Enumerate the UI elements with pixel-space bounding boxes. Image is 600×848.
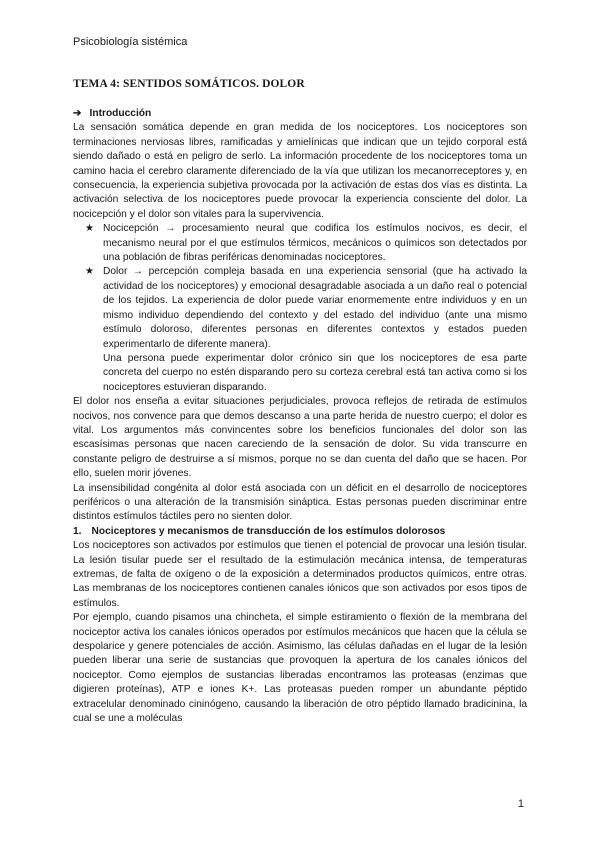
star-icon: ★ — [85, 266, 94, 278]
list-item — [73, 265, 527, 351]
section-heading — [73, 525, 527, 539]
intro-paragraph-3: La insensibilidad congénita al dolor está asociada con un déficit en el desarrollo de nociceptores periféricos o una alteración de la transmisión sináptica. Estas personas pueden discriminar entre distintos estímulos táctiles pero no sienten dolor. — [73, 482, 527, 523]
section-number: 1. — [73, 525, 82, 537]
list-item-text: Dolor → percepción compleja basada en una experiencia sensorial (que ha activado la actividad de los nociceptores) y emocional desagradable asociada a un daño real o potencial de los tejidos. La experiencia de dolor puede variar enormemente entre individuos y en un mismo individuo dependiendo del contexto y del estado del individuo (ante una mismo estímulo doloroso, diferentes personas en diferentes contextos y estados pueden experimentarlo de diferente manera). — [103, 266, 527, 350]
definitions-list — [73, 222, 527, 352]
page-number: 1 — [517, 798, 524, 810]
intro-heading — [73, 107, 527, 121]
intro-heading-label: Introducción — [89, 108, 152, 119]
document-body — [73, 107, 527, 726]
page-header: Psicobiología sistémica — [73, 36, 188, 48]
intro-paragraph-2: El dolor nos enseña a evitar situaciones perjudiciales, provoca reflejos de retirada de estímulos nocivos, nos convence para que demos descanso a una parte herida de nuestro cuerpo; el dolor es vital. Los argumentos más convincentes sobre los beneficios funcionales del dolor son las escasísimas personas que nacen careciendo de la sensación de dolor. Su vida transcurre en constante peligro de destruirse a sí mismos, porque no se dan cuenta del daño que se hacen. Por ello, suelen morir jóvenes. — [73, 396, 527, 480]
section-heading-label: Nociceptores y mecanismos de transducción de los estímulos dolorosos — [91, 525, 446, 537]
section-paragraph-1: Los nociceptores son activados por estímulos que tienen el potencial de provocar una lesión tisular. La lesión tisular puede ser el resultado de la estimulación mecánica intensa, de temperaturas extremas, de falta de oxígeno o de la exposición a determinados productos químicos, entre otras. Las membranas de los nociceptores contienen canales iónicos que son activados por esos tipos de estímulos. — [73, 540, 527, 609]
list-item — [73, 222, 527, 265]
arrow-right-icon: ➔ — [73, 108, 82, 119]
intro-paragraph-1: La sensación somática depende en gran medida de los nociceptores. Los nociceptores son terminaciones nerviosas libres, ramificadas y amielínicas que indican que un tejido corporal está siendo dañado o está en peligro de serlo. La información procedente de los nociceptores toma un camino hacia el cerebro claramente diferenciado de la vía que utilizan los mecanorreceptores y, en consecuencia, la experiencia subjetiva provocada por la activación de estas dos vías es distinta. La activación selectiva de los nociceptores puede provocar la experiencia consciente del dolor. La nocicepción y el dolor son vitales para la supervivencia. — [73, 122, 527, 220]
list-item-continuation: Una persona puede experimentar dolor crónico sin que los nociceptores de esa parte concreta del cuerpo no estén disparando pero su corteza cerebral está tan activa como si los nociceptores estuvieran disparando. — [103, 352, 527, 393]
page-title: TEMA 4: SENTIDOS SOMÁTICOS. DOLOR — [73, 78, 305, 90]
list-item-text: Nocicepción → procesamiento neural que codifica los estímulos nocivos, es decir, el mecanismo neural por el que estímulos térmicos, mecánicos o químicos son detectados por una población de fibras periféricas denominadas nociceptores. — [103, 223, 527, 264]
section-paragraph-2: Por ejemplo, cuando pisamos una chincheta, el simple estiramiento o flexión de la membrana del nociceptor activa los canales iónicos operados por estímulos mecánicos que hacen que la célula se despolarice y genere potenciales de acción. Asimismo, las células dañadas en el lugar de la lesión pueden liberar una serie de sustancias que provoquen la apertura de los canales iónicos del nociceptor. Como ejemplos de sustancias liberadas encontramos las proteasas (enzimas que digieren proteínas), ATP e iones K+. Las proteasas pueden romper un abundante péptido extracelular denominado cininógeno, causando la liberación de otro péptido llamado bradicinina, la cual se une a moléculas — [73, 612, 527, 725]
star-icon: ★ — [85, 223, 94, 235]
